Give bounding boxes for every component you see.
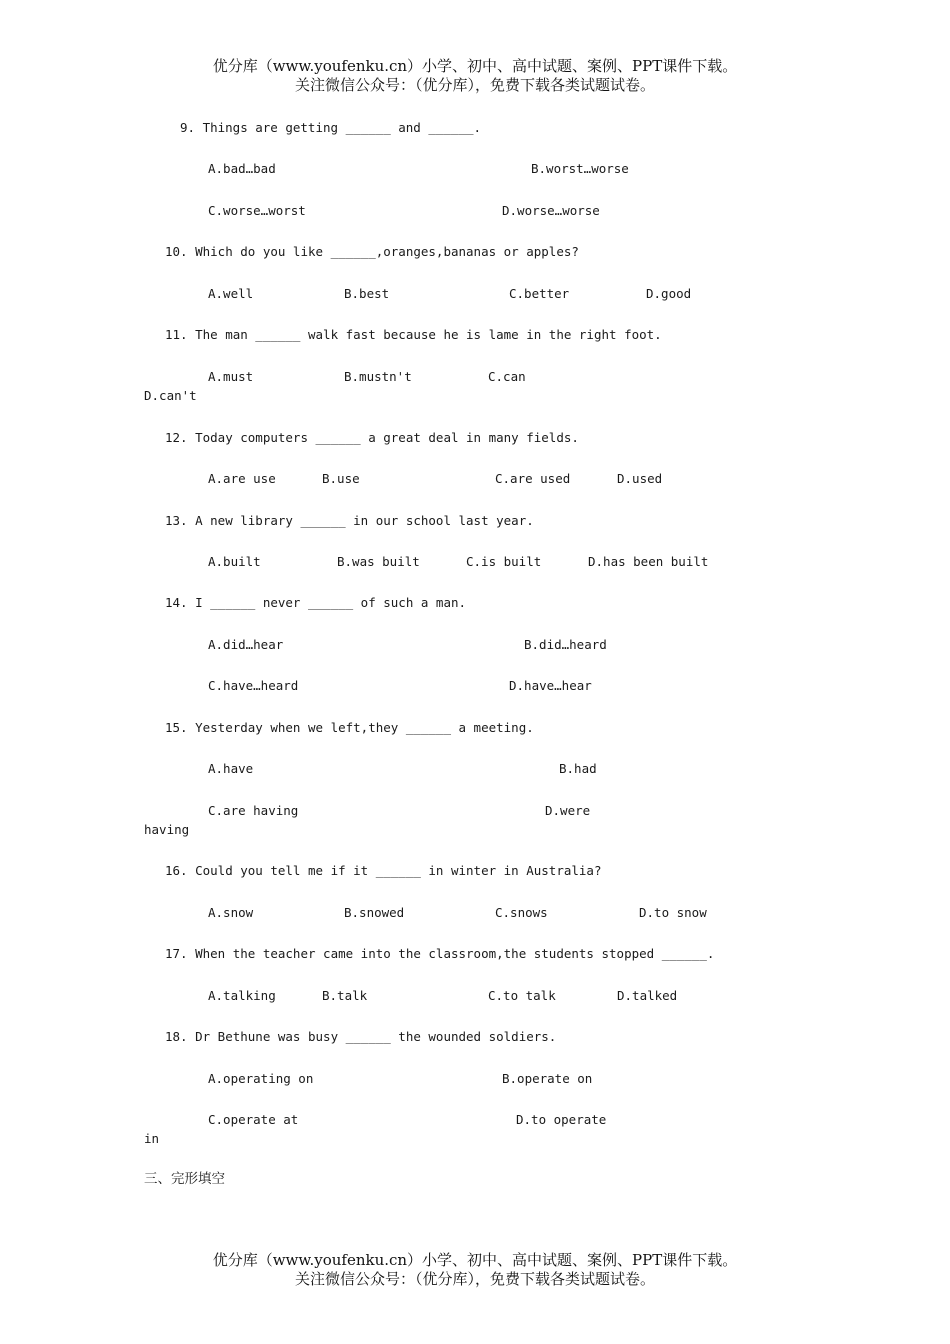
option-c: C.have…heard	[208, 678, 299, 693]
option-c: C.worse…worst	[208, 203, 306, 218]
option-d-wrap: having	[144, 822, 190, 837]
option-a: A.well	[208, 286, 254, 301]
option-b: B.had	[559, 761, 597, 776]
question-stem: 17. When the teacher came into the classroom,the students stopped ______.	[165, 946, 715, 961]
option-d: D.can't	[144, 388, 197, 403]
question-stem: 10. Which do you like ______,oranges,bananas or apples?	[165, 244, 579, 259]
option-d: D.worse…worse	[502, 203, 600, 218]
option-a: A.operating on	[208, 1071, 314, 1086]
option-b: B.did…heard	[524, 637, 607, 652]
option-c: C.operate at	[208, 1112, 299, 1127]
section-heading: 三、完形填空	[144, 1171, 225, 1187]
option-a: A.have	[208, 761, 254, 776]
option-c: C.are having	[208, 803, 299, 818]
option-d: D.to operate	[516, 1112, 607, 1127]
option-b: B.best	[344, 286, 390, 301]
option-a: A.did…hear	[208, 637, 284, 652]
option-c: C.better	[509, 286, 570, 301]
option-c: C.is built	[466, 554, 542, 569]
option-b: B.snowed	[344, 905, 405, 920]
question-stem: 15. Yesterday when we left,they ______ a meeting.	[165, 720, 534, 735]
option-d: D.used	[617, 471, 663, 486]
option-d-wrap: in	[144, 1131, 160, 1146]
option-c: C.are used	[495, 471, 571, 486]
option-d: D.to snow	[639, 905, 707, 920]
question-stem: 12. Today computers ______ a great deal in many fields.	[165, 430, 579, 445]
footer-line-1: 优分库（www.youfenku.cn）小学、初中、高中试题、案例、PPT课件下载。	[212, 1251, 738, 1269]
question-stem: 11. The man ______ walk fast because he is lame in the right foot.	[165, 327, 662, 342]
option-a: A.must	[208, 369, 254, 384]
option-b: B.use	[322, 471, 360, 486]
page-footer	[0, 1251, 950, 1289]
question-stem: 9. Things are getting ______ and ______.	[180, 120, 482, 135]
option-a: A.built	[208, 554, 261, 569]
option-a: A.talking	[208, 988, 276, 1003]
header-line-1: 优分库（www.youfenku.cn）小学、初中、高中试题、案例、PPT课件下载。	[212, 57, 738, 75]
question-stem: 14. I ______ never ______ of such a man.	[165, 595, 467, 610]
page-header	[0, 57, 950, 95]
option-c: C.can	[488, 369, 526, 384]
option-b: B.operate on	[502, 1071, 593, 1086]
option-b: B.worst…worse	[531, 161, 629, 176]
option-c: C.snows	[495, 905, 548, 920]
option-b: B.talk	[322, 988, 368, 1003]
option-a: A.bad…bad	[208, 161, 276, 176]
option-a: A.snow	[208, 905, 254, 920]
option-d: D.good	[646, 286, 692, 301]
option-b: B.mustn't	[344, 369, 412, 384]
option-a: A.are use	[208, 471, 276, 486]
header-line-2: 关注微信公众号：（优分库），免费下载各类试题试卷。	[294, 76, 655, 94]
question-stem: 13. A new library ______ in our school last year.	[165, 513, 534, 528]
option-b: B.was built	[337, 554, 420, 569]
option-d: D.were	[545, 803, 591, 818]
option-d: D.has been built	[588, 554, 709, 569]
option-d: D.have…hear	[509, 678, 592, 693]
question-stem: 16. Could you tell me if it ______ in winter in Australia?	[165, 863, 602, 878]
option-d: D.talked	[617, 988, 678, 1003]
question-stem: 18. Dr Bethune was busy ______ the wounded soldiers.	[165, 1029, 557, 1044]
footer-line-2: 关注微信公众号：（优分库），免费下载各类试题试卷。	[294, 1270, 655, 1288]
option-c: C.to talk	[488, 988, 556, 1003]
